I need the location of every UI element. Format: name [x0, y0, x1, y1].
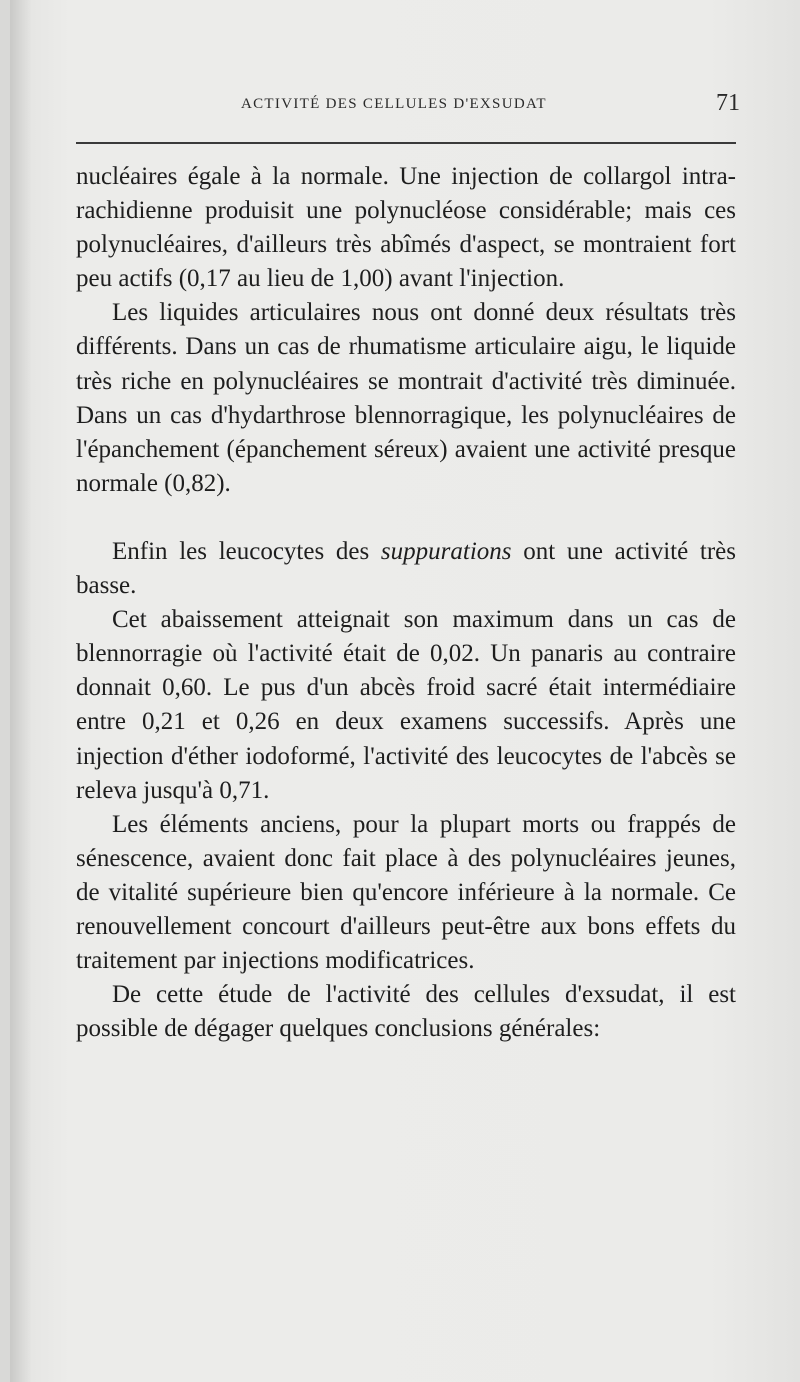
paragraph-articular-fluids: Les liquides articulaires nous ont donné deux résultats très différents. Dans un cas de rhumatisme articulaire aigu, le liquide très riche en polynucléaires se montrait d'activité très diminuée. Dans un cas d'hydarthrose blennorragique, les polynucléaires de l'épanchement (épanchement séreux) avaient une activité presque normale (0,82).	[76, 299, 736, 497]
emphasis-suppurations: suppurations	[380, 537, 512, 565]
page-number: 71	[716, 90, 740, 116]
body-text	[76, 160, 736, 1046]
running-title: ACTIVITÉ DES CELLULES D'EXSUDAT	[241, 96, 547, 112]
paragraph-continuation: nucléaires égale à la normale. Une injection de collargol intra-rachidienne produisit une polynucléose considérable; mais ces polynucléaires, d'ailleurs très abîmés d'aspect, se montraient fort peu actifs (0,17 au lieu de 1,00) avant l'injection.	[76, 163, 736, 293]
paragraph-suppurations	[76, 535, 736, 603]
page-header	[86, 88, 746, 128]
header-rule	[76, 142, 736, 144]
paragraph-suppurations-before: Enfin les leucocytes des	[112, 537, 381, 565]
paragraph-conclusions: De cette étude de l'activité des cellules d'exsudat, il est possible de dégager quelques conclusions générales:	[76, 981, 736, 1043]
paragraph-activity-minimum: Cet abaissement atteignait son maximum dans un cas de blennorragie où l'activité était de 0,02. Un panaris au contraire donnait 0,60. Le pus d'un abcès froid sacré était intermédiaire entre 0,21 et 0,26 en deux examens successifs. Après une injection d'éther iodoformé, l'activité des leucocytes de l'abcès se releva jusqu'à 0,71.	[76, 606, 736, 804]
paragraph-old-elements: Les éléments anciens, pour la plupart morts ou frappés de sénescence, avaient donc fait place à des polynucléaires jeunes, de vitalité supérieure bien qu'encore inférieure à la normale. Ce renouvellement concourt d'ailleurs peut-être aux bons effets du traitement par injections modificatrices.	[76, 810, 736, 975]
paragraph-suppurations-after: ont une activité très basse.	[76, 537, 736, 600]
